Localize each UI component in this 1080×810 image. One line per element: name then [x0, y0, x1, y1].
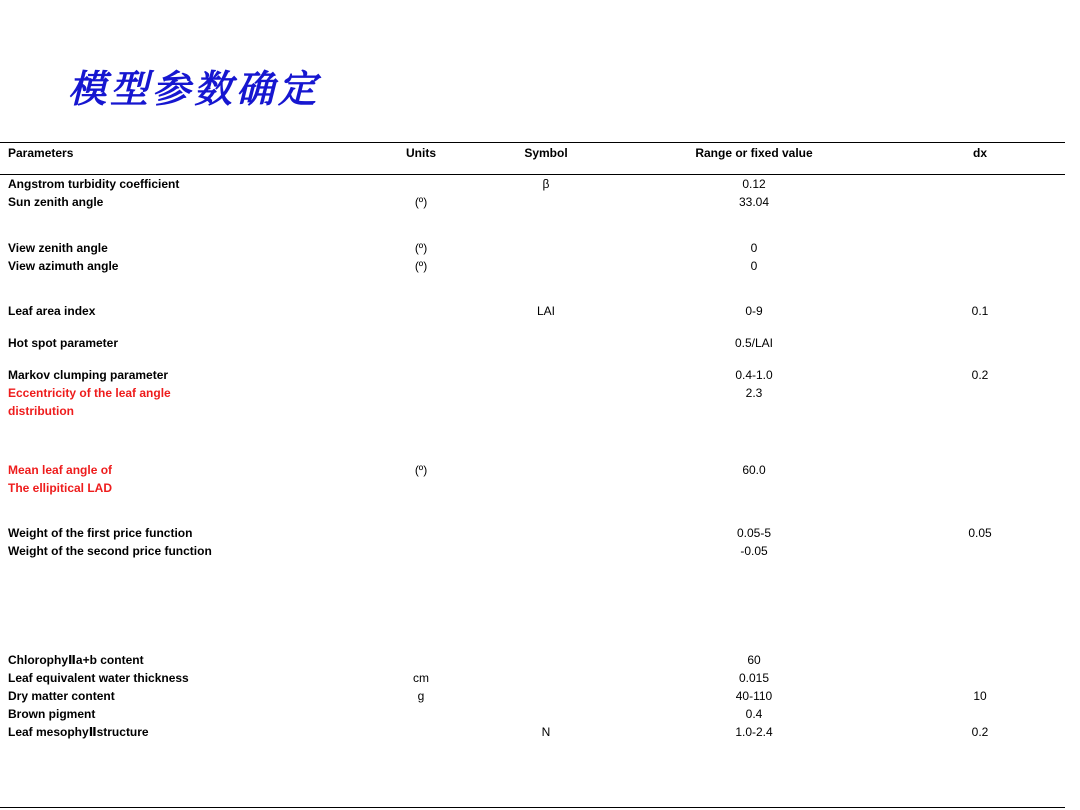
cell-param: View azimuth angle	[8, 259, 119, 273]
cell-param: Sun zenith angle	[8, 195, 104, 209]
cell-range: 60	[747, 653, 761, 667]
cell-param: Leaf mesophyⅡstructure	[8, 725, 149, 739]
cell-range: 0	[750, 259, 758, 273]
cell-param: ChlorophyⅡa+b content	[8, 653, 144, 667]
cell-range: 0.5/LAI	[734, 336, 774, 350]
cell-range: 0.4	[745, 707, 763, 721]
cell-range: 0-9	[745, 304, 763, 318]
cell-range: 0.12	[742, 177, 766, 191]
cell-symbol: N	[541, 725, 551, 739]
cell-units: g	[417, 689, 425, 703]
cell-range: -0.05	[740, 544, 768, 558]
cell-param-continuation: distribution	[8, 404, 74, 418]
cell-range: 33.04	[738, 195, 770, 209]
slide-title: 模型参数确定	[68, 66, 321, 111]
cell-range: 2.3	[745, 386, 763, 400]
cell-units: (º)	[414, 241, 428, 255]
cell-param: Weight of the second price function	[8, 544, 212, 558]
cell-range: 0.05-5	[736, 526, 772, 540]
cell-param: Weight of the first price function	[8, 526, 193, 540]
cell-units: (º)	[414, 195, 428, 209]
header-range: Range or fixed value	[695, 146, 813, 160]
cell-dx: 10	[973, 689, 987, 703]
table-top-rule	[0, 142, 1065, 143]
header-dx: dx	[972, 146, 988, 160]
cell-param-continuation: The ellipitical LAD	[8, 481, 113, 495]
cell-param: Brown pigment	[8, 707, 96, 721]
cell-param: Leaf area index	[8, 304, 96, 318]
cell-dx: 0.2	[971, 725, 989, 739]
cell-param: Leaf equivalent water thickness	[8, 671, 189, 685]
cell-param: View zenith angle	[8, 241, 108, 255]
cell-dx: 0.05	[968, 526, 992, 540]
cell-param: Angstrom turbidity coefficient	[8, 177, 180, 191]
header-symbol: Symbol	[524, 146, 568, 160]
header-parameters: Parameters	[8, 146, 74, 160]
cell-param: Eccentricity of the leaf angle	[8, 386, 171, 400]
cell-range: 1.0-2.4	[735, 725, 773, 739]
cell-param: Hot spot parameter	[8, 336, 119, 350]
cell-symbol: β	[542, 177, 550, 191]
cell-range: 0.015	[738, 671, 770, 685]
header-units: Units	[406, 146, 436, 160]
cell-param: Markov clumping parameter	[8, 368, 169, 382]
cell-units: (º)	[414, 463, 428, 477]
cell-range: 40-110	[735, 689, 773, 703]
cell-units: cm	[413, 671, 429, 685]
cell-range: 0.4-1.0	[735, 368, 773, 382]
cell-range: 0	[750, 241, 758, 255]
cell-symbol: LAI	[536, 304, 556, 318]
cell-dx: 0.2	[971, 368, 989, 382]
cell-param: Dry matter content	[8, 689, 115, 703]
cell-units: (º)	[414, 259, 428, 273]
cell-range: 60.0	[742, 463, 766, 477]
table-bottom-rule	[0, 807, 1065, 808]
cell-param: Mean leaf angle of	[8, 463, 113, 477]
cell-dx: 0.1	[971, 304, 989, 318]
